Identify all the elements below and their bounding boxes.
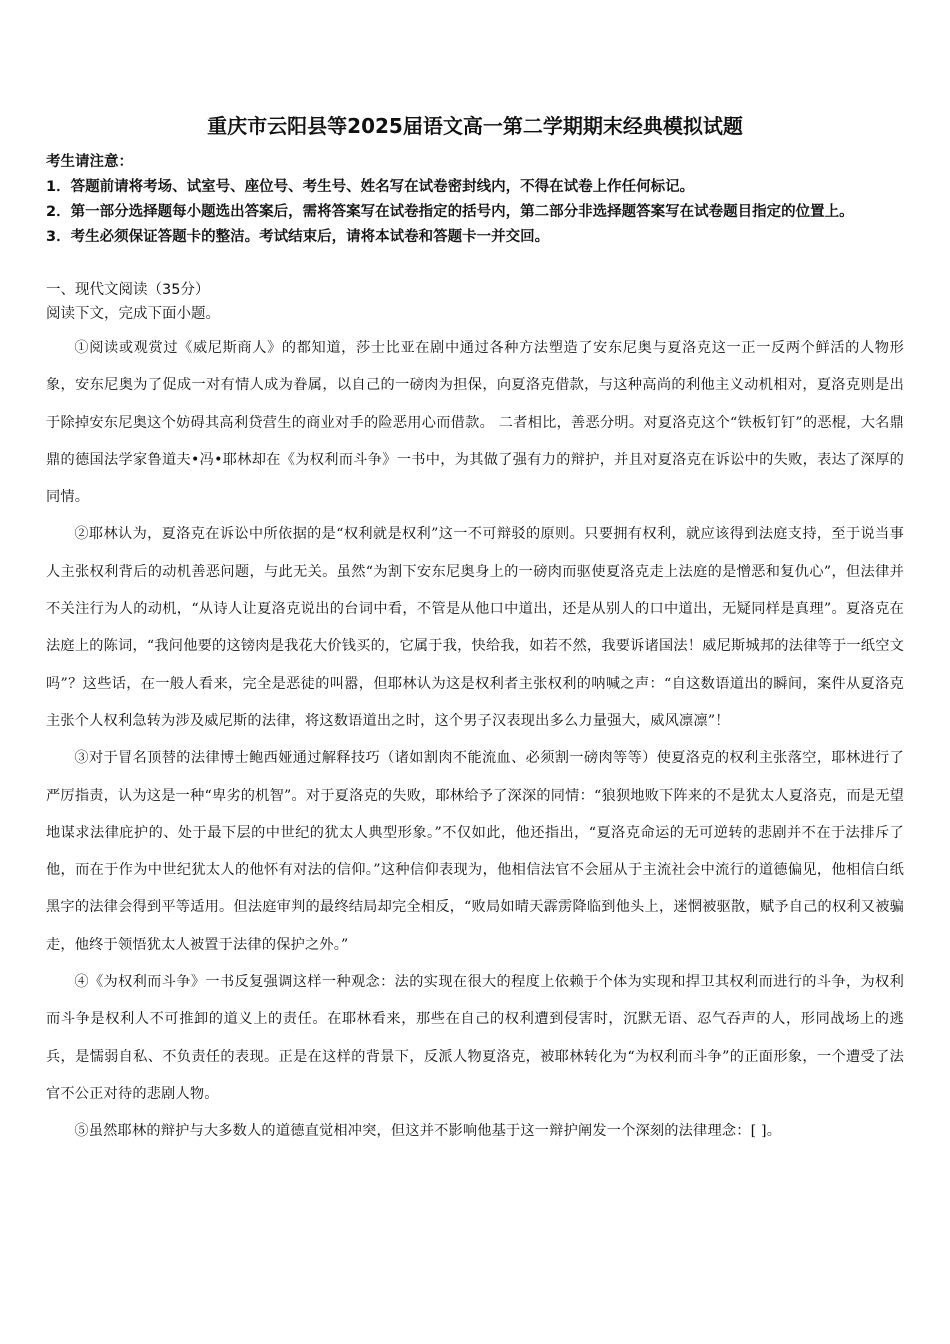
passage-paragraph: ②耶林认为，夏洛克在诉讼中所依据的是“权利就是权利”这一不可辩驳的原则。只要拥有权利，就应该得到法庭支持，至于说当事人主张权利背后的动机善恶问题，与此无关。虽然“为割下安东尼奥身上的一磅肉而驱使夏洛克走上法庭的是憎恶和复仇心”，但法律并不关注行为人的动机，“从诗人让夏洛克说出的台词中看，不管是从他口中道出，还是从别人的口中道出，无疑同样是真理”。夏洛克在法庭上的陈词，“我问他要的这镑肉是我花大价钱买的，它属于我，快给我，如若不然，我要诉诸国法！威尼斯城邦的法律等于一纸空文吗”？这些话，在一般人看来，完全是恶徒的叫嚣，但耶林认为这是权利者主张权利的呐喊之声：“自这数语道出的瞬间，案件从夏洛克主张个人权利急转为涉及威尼斯的法律，将这数语道出之时，这个男子汉表现出多么力量强大，威风凛凛”！ xyxy=(46,526,904,729)
passage-paragraph: ⑤虽然耶林的辩护与大多数人的道德直觉相冲突，但这并不影响他基于这一辩护阐发一个深刻的法律理念：[ ]。 xyxy=(74,1123,782,1140)
reading-instruction: 阅读下文，完成下面小题。 xyxy=(46,306,220,322)
exam-title: 重庆市云阳县等2025届语文高一第二学期期末经典模拟试题 xyxy=(207,114,743,138)
section-heading: 一、现代文阅读（35分） xyxy=(46,282,210,298)
passage-paragraph: ④《为权利而斗争》一书反复强调这样一种观念：法的实现在很大的程度上依赖于个体为实现和捍卫其权利而进行的斗争，为权利而斗争是权利人不可推卸的道义上的责任。在耶林看来，那些在自己的权利遭到侵害时，沉默无语、忍气吞声的人，形同战场上的逃兵，是懦弱自私、不负责任的表现。正是在这样的背景下，反派人物夏洛克，被耶林转化为“为权利而斗争”的正面形象，一个遭受了法官不公正对待的悲剧人物。 xyxy=(46,974,904,1102)
reading-passage xyxy=(46,330,904,1151)
passage-paragraph: ③对于冒名顶替的法律博士鲍西娅通过解释技巧（诸如割肉不能流血、必须割一磅肉等等）使夏洛克的权利主张落空，耶林进行了严厉指责，认为这是一种“卑劣的机智”。对于夏洛克的失败，耶林给予了深深的同情：“狼狈地败下阵来的不是犹太人夏洛克，而是无望地谋求法律庇护的、处于最下层的中世纪的犹太人典型形象。”不仅如此，他还指出，“夏洛克命运的无可逆转的悲剧并不在于法排斥了他，而在于作为中世纪犹太人的他怀有对法的信仰。”这种信仰表现为，他相信法官不会屈从于主流社会中流行的道德偏见，他相信白纸黑字的法律会得到平等适用。但法庭审判的最终结局却完全相反，“败局如晴天霹雳降临到他头上，迷惘被驱散，赋予自己的权利又被骗走，他终于领悟犹太人被置于法律的保护之外。” xyxy=(46,750,904,953)
notice-item: 3．考生必须保证答题卡的整洁。考试结束后，请将本试卷和答题卡一并交回。 xyxy=(46,229,550,245)
passage-paragraph: ①阅读或观赏过《威尼斯商人》的都知道，莎士比亚在剧中通过各种方法塑造了安东尼奥与夏洛克这一正一反两个鲜活的人物形象，安东尼奥为了促成一对有情人成为眷属，以自己的一磅肉为担保，向夏洛克借款，与这种高尚的利他主义动机相对，夏洛克则是出于除掉安东尼奥这个妨碍其高利贷营生的商业对手的险恶用心而借款。 二者相比，善恶分明。对夏洛克这个“铁板钉钉”的恶棍，大名鼎鼎的德国法学家鲁道夫•冯•耶林却在《为权利而斗争》一书中，为其做了强有力的辩护，并且对夏洛克在诉讼中的失败，表达了深厚的同情。 xyxy=(46,340,904,506)
notice-heading: 考生请注意： xyxy=(46,154,133,170)
candidate-notice xyxy=(46,150,904,250)
notice-item: 2．第一部分选择题每小题选出答案后，需将答案写在试卷指定的括号内，第二部分非选择题答案写在试卷题目指定的位置上。 xyxy=(46,204,854,220)
notice-item: 1．答题前请将考场、试室号、座位号、考生号、姓名写在试卷密封线内，不得在试卷上作任何标记。 xyxy=(46,179,695,195)
